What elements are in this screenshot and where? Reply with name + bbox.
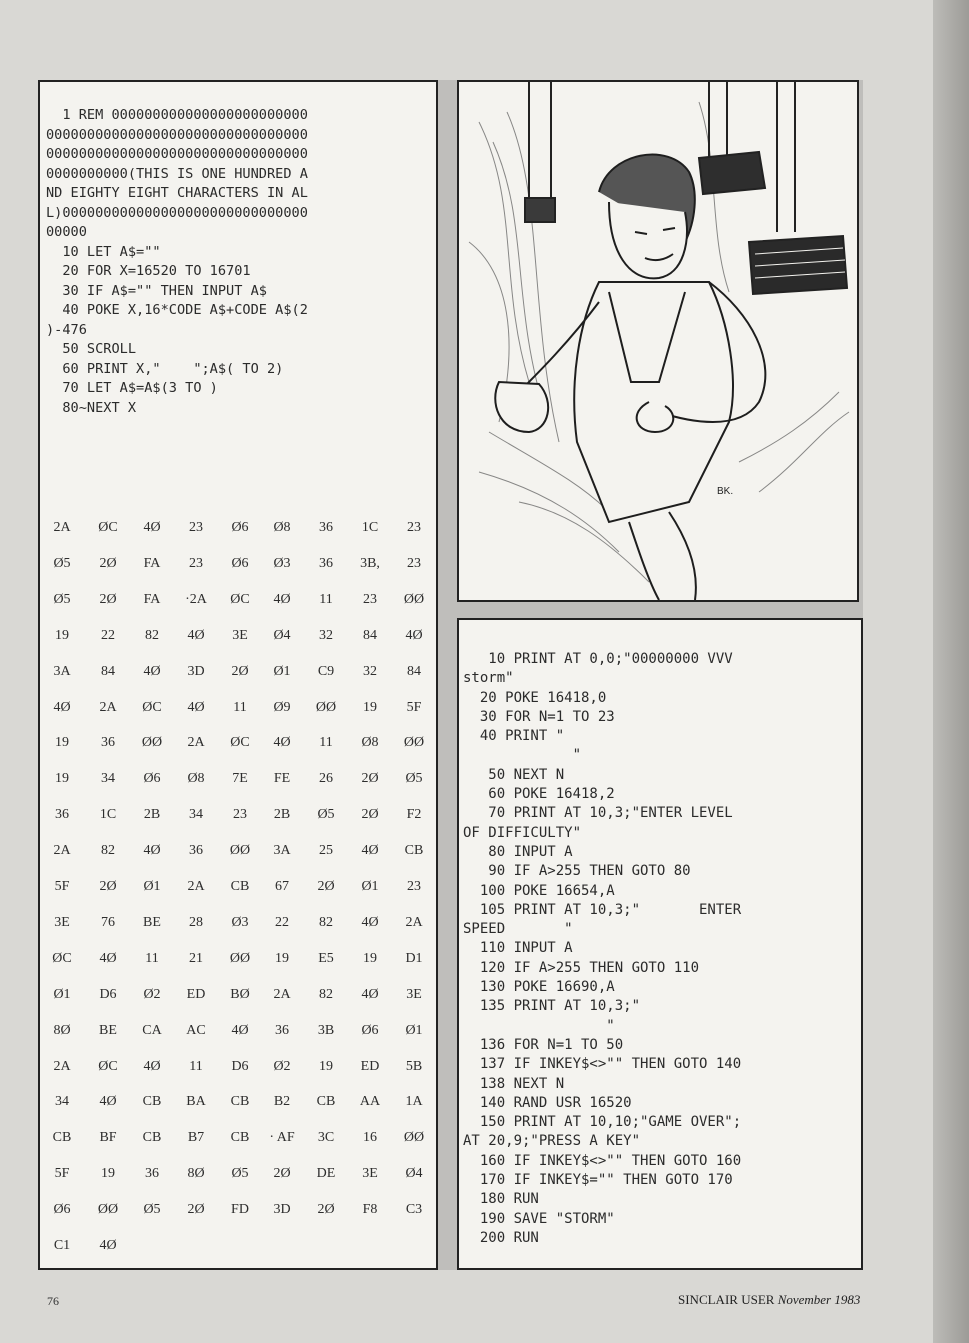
hex-byte: 4Ø — [187, 627, 205, 643]
hex-byte: 2Ø — [317, 879, 335, 894]
hex-byte: 76 — [101, 914, 115, 930]
code-line: 30 FOR N=1 TO 23 — [463, 708, 615, 725]
hex-byte: 19 — [101, 1166, 115, 1182]
hex-byte: 23 — [189, 555, 203, 571]
hex-row — [40, 987, 436, 1007]
hex-byte: 32 — [319, 627, 333, 643]
hex-byte: 2A — [99, 699, 117, 715]
code-line: 50 NEXT N — [463, 766, 565, 783]
hex-byte: 23 — [407, 555, 421, 571]
rem-loader-listing — [46, 106, 308, 418]
code-line: 10 LET A$="" — [46, 243, 161, 260]
hex-byte: D6 — [231, 1058, 249, 1074]
hex-byte: Ø8 — [273, 520, 291, 535]
code-line: 40 PRINT " — [463, 728, 565, 745]
hex-byte: Ø6 — [231, 520, 249, 535]
hex-byte: 82 — [101, 843, 115, 859]
code-line: 70 PRINT AT 10,3;"ENTER LEVEL — [463, 805, 733, 822]
hex-byte: FA — [143, 591, 161, 607]
hex-byte: Ø5 — [405, 771, 423, 787]
hex-byte: D6 — [99, 986, 117, 1002]
hex-byte: CB — [316, 1094, 336, 1110]
hex-row — [40, 807, 436, 827]
hex-byte: 2Ø — [361, 771, 379, 787]
hex-byte: 2A — [53, 843, 71, 859]
hex-byte: 19 — [363, 950, 377, 966]
hex-byte: 2Ø — [231, 663, 249, 679]
hex-byte: 28 — [189, 914, 203, 930]
code-line: OF DIFFICULTY" — [463, 824, 582, 841]
hex-byte: 3C — [317, 1130, 335, 1146]
hex-byte: ED — [186, 986, 206, 1002]
hex-byte: CB — [230, 879, 250, 894]
issue-date: November 1983 — [777, 1292, 861, 1307]
hex-byte: Ø6 — [361, 1022, 379, 1038]
hex-byte: 3B, — [360, 555, 380, 571]
code-line: " — [463, 1017, 615, 1034]
code-line: 105 PRINT AT 10,3;" ENTER — [463, 901, 742, 918]
hex-byte: Ø1 — [405, 1022, 423, 1038]
hex-byte: Ø1 — [143, 879, 161, 894]
hex-byte: 4Ø — [361, 914, 379, 930]
code-line: 137 IF INKEY$<>"" THEN GOTO 140 — [463, 1056, 742, 1073]
hex-byte: 4Ø — [273, 735, 291, 751]
code-line: 136 FOR N=1 TO 50 — [463, 1036, 624, 1053]
code-line: 170 IF INKEY$="" THEN GOTO 170 — [463, 1172, 733, 1189]
hex-byte: Ø5 — [143, 1202, 161, 1218]
code-line: 80~NEXT X — [46, 399, 137, 416]
hex-byte: 11 — [319, 735, 333, 751]
hex-byte: C9 — [317, 663, 335, 679]
hex-row — [40, 1094, 436, 1114]
hex-byte: 5F — [54, 1166, 70, 1182]
hex-byte: 34 — [101, 771, 115, 787]
hex-byte: FD — [231, 1202, 249, 1218]
code-line: 150 PRINT AT 10,10;"GAME OVER"; — [463, 1114, 742, 1131]
hex-byte: 2A — [273, 986, 291, 1002]
hex-byte: BA — [186, 1094, 206, 1110]
code-line: 50 SCROLL — [46, 341, 137, 357]
hex-byte: 1A — [405, 1094, 423, 1110]
hex-byte: Ø8 — [361, 735, 379, 751]
hex-byte: 84 — [407, 663, 421, 679]
hex-byte: 3A — [273, 843, 291, 859]
hex-byte: 34 — [189, 807, 203, 823]
hex-byte: 16 — [363, 1130, 377, 1146]
hex-byte: 11 — [189, 1058, 203, 1074]
hex-byte: 34 — [55, 1094, 69, 1110]
hex-byte: 11 — [319, 591, 333, 607]
hex-byte: 19 — [275, 950, 289, 966]
hex-byte: 2Ø — [99, 591, 117, 607]
hex-byte: 36 — [319, 555, 333, 571]
code-line: 160 IF INKEY$<>"" THEN GOTO 160 — [463, 1152, 742, 1169]
hex-byte: 3E — [362, 1166, 378, 1182]
hex-byte: Ø9 — [273, 699, 291, 715]
hex-byte: CB — [230, 1130, 250, 1146]
hex-byte: 5F — [54, 879, 70, 894]
hex-byte: 4Ø — [99, 1094, 117, 1110]
hex-row — [40, 520, 436, 540]
hex-row — [40, 700, 436, 720]
hex-byte: ED — [360, 1058, 380, 1074]
code-line: 110 INPUT A — [463, 940, 573, 957]
hex-byte: 25 — [319, 843, 333, 859]
hex-byte: CA — [142, 1022, 162, 1038]
hex-byte: · AF — [269, 1130, 295, 1146]
hex-byte: Ø1 — [53, 986, 71, 1002]
storm-character-illustration — [459, 82, 857, 600]
hex-row — [40, 664, 436, 684]
hex-byte: 22 — [275, 914, 289, 930]
hex-byte: BØ — [230, 986, 250, 1002]
hex-row — [40, 1023, 436, 1043]
code-line: 138 NEXT N — [463, 1075, 565, 1092]
hex-byte: B2 — [273, 1094, 291, 1110]
hex-byte: 1C — [361, 520, 379, 535]
hex-row — [40, 1130, 436, 1150]
hex-byte: ·2A — [185, 591, 207, 607]
code-line: 60 POKE 16418,2 — [463, 786, 615, 803]
hex-byte: Ø3 — [231, 914, 249, 930]
code-line: 180 RUN — [463, 1191, 539, 1208]
hex-byte: Ø3 — [273, 555, 291, 571]
hex-byte: 36 — [319, 520, 333, 535]
hex-byte: Ø2 — [273, 1058, 291, 1074]
hex-byte: BE — [143, 914, 161, 930]
page-edge-shadow — [933, 0, 969, 1343]
hex-byte: 4Ø — [187, 699, 205, 715]
code-line: )-476 — [46, 321, 87, 338]
code-line: L)000000000000000000000000000000 — [46, 204, 308, 221]
code-line: 60 PRINT X," ";A$( TO 2) — [46, 360, 284, 377]
hex-byte: 4Ø — [143, 843, 161, 859]
hex-byte: 82 — [319, 986, 333, 1002]
code-line: 120 IF A>255 THEN GOTO 110 — [463, 959, 700, 976]
code-line: 0000000000(THIS IS ONE HUNDRED A — [46, 165, 308, 182]
hex-byte: 36 — [145, 1166, 159, 1182]
hex-byte: AC — [186, 1022, 206, 1038]
hex-byte: 11 — [145, 950, 159, 966]
hex-code-table — [40, 520, 436, 1260]
code-line: storm" — [463, 670, 514, 687]
hex-row — [40, 951, 436, 971]
hex-byte: 2A — [187, 879, 205, 894]
hex-byte: 3D — [187, 663, 205, 679]
hex-byte: C1 — [53, 1238, 71, 1253]
hex-row — [40, 915, 436, 935]
hex-byte: 32 — [363, 663, 377, 679]
hex-byte: 84 — [101, 663, 115, 679]
hex-byte: 82 — [145, 627, 159, 643]
hex-byte: FA — [143, 555, 161, 571]
hex-byte: 4Ø — [361, 986, 379, 1002]
hex-byte: 4Ø — [231, 1022, 249, 1038]
hex-byte: 2Ø — [273, 1166, 291, 1182]
hex-row — [40, 843, 436, 863]
code-line: 100 POKE 16654,A — [463, 882, 615, 899]
illustration-panel — [457, 80, 859, 602]
hex-byte: 4Ø — [361, 843, 379, 859]
hex-byte: 19 — [319, 1058, 333, 1074]
code-line: 190 SAVE "STORM" — [463, 1210, 615, 1227]
hex-byte: 2B — [143, 807, 161, 823]
hex-byte: 3B — [317, 1022, 335, 1038]
hex-row — [40, 1238, 436, 1258]
hex-byte: CB — [142, 1130, 162, 1146]
hex-byte: 84 — [363, 627, 377, 643]
hex-byte: 2Ø — [99, 555, 117, 571]
hex-byte: Ø4 — [405, 1166, 423, 1182]
hex-byte: 2A — [53, 520, 71, 535]
hex-byte: F8 — [362, 1202, 378, 1218]
hex-byte: CB — [230, 1094, 250, 1110]
code-line: 10 PRINT AT 0,0;"00000000 VVV — [463, 651, 733, 667]
code-line: SPEED " — [463, 921, 573, 938]
hex-byte: 23 — [407, 879, 421, 894]
code-line: 200 RUN — [463, 1229, 539, 1246]
hex-byte: ØC — [98, 1058, 118, 1074]
hex-byte: ØC — [230, 735, 250, 751]
hex-byte: ØC — [230, 591, 250, 607]
code-line: 1 REM 000000000000000000000000 — [46, 107, 308, 123]
hex-byte: 23 — [363, 591, 377, 607]
hex-row — [40, 1166, 436, 1186]
hex-byte: 2A — [53, 1058, 71, 1074]
hex-byte: 3D — [273, 1202, 291, 1218]
hex-byte: Ø8 — [187, 771, 205, 787]
hex-byte: ØØ — [229, 843, 251, 859]
basic-listing-panel — [457, 618, 863, 1270]
code-line: 80 INPUT A — [463, 843, 573, 860]
hex-byte: 2Ø — [99, 879, 117, 894]
code-line: 135 PRINT AT 10,3;" — [463, 998, 641, 1015]
code-line: 130 POKE 16690,A — [463, 979, 615, 996]
hex-byte: BE — [99, 1022, 117, 1038]
hex-byte: 23 — [189, 520, 203, 535]
hex-byte: 4Ø — [405, 627, 423, 643]
hex-byte: ØC — [52, 950, 72, 966]
hex-byte: ØØ — [141, 735, 163, 751]
hex-row — [40, 556, 436, 576]
hex-row — [40, 735, 436, 755]
hex-byte: AA — [359, 1094, 381, 1110]
hex-byte: 1C — [99, 807, 117, 823]
hex-byte: CB — [142, 1094, 162, 1110]
page-number: 76 — [47, 1294, 59, 1308]
hex-byte: 8Ø — [187, 1166, 205, 1182]
hex-byte: Ø6 — [143, 771, 161, 787]
hex-byte: DE — [316, 1166, 336, 1182]
hex-byte: 11 — [233, 699, 247, 715]
hex-byte: E5 — [318, 950, 334, 966]
storm-basic-listing — [463, 650, 741, 1248]
publication-name: SINCLAIR USER — [678, 1292, 775, 1307]
hex-byte: 5B — [405, 1058, 423, 1074]
hex-byte: 8Ø — [53, 1022, 71, 1038]
hex-byte: C3 — [405, 1202, 423, 1218]
hex-byte: 5F — [406, 699, 422, 715]
artist-signature: BK. — [717, 486, 734, 497]
hex-byte: 2Ø — [317, 1202, 335, 1218]
code-line: AT 20,9;"PRESS A KEY" — [463, 1133, 641, 1150]
code-line: 00000000000000000000000000000000 — [46, 126, 308, 143]
hex-byte: 23 — [233, 807, 247, 823]
hex-byte: Ø5 — [317, 807, 335, 823]
hex-byte: 3E — [54, 914, 70, 930]
hex-row — [40, 1059, 436, 1079]
code-line: 40 POKE X,16*CODE A$+CODE A$(2 — [46, 302, 308, 318]
hex-byte: 82 — [319, 914, 333, 930]
hex-byte: ØØ — [97, 1202, 119, 1218]
hex-byte: 2Ø — [187, 1202, 205, 1218]
hex-byte: Ø5 — [231, 1166, 249, 1182]
hex-byte: 26 — [319, 771, 333, 787]
hex-byte: 4Ø — [99, 950, 117, 966]
hex-byte: ØC — [142, 699, 162, 715]
hex-byte: ØØ — [403, 1130, 425, 1146]
hex-byte: Ø5 — [53, 591, 71, 607]
code-line: " — [463, 747, 582, 764]
hex-row — [40, 771, 436, 791]
hex-byte: Ø4 — [273, 627, 291, 643]
hex-byte: CB — [52, 1130, 72, 1146]
publication-footer — [678, 1292, 860, 1308]
hex-byte: 4Ø — [143, 520, 161, 535]
hex-byte: 2Ø — [361, 807, 379, 823]
hex-byte: Ø6 — [53, 1202, 71, 1218]
code-line: 30 IF A$="" THEN INPUT A$ — [46, 282, 267, 299]
hex-byte: 4Ø — [273, 591, 291, 607]
hex-byte: ØC — [98, 520, 118, 535]
hex-byte: 4Ø — [143, 663, 161, 679]
hex-byte: CB — [404, 843, 424, 859]
hex-byte: 19 — [363, 699, 377, 715]
hex-byte: 21 — [189, 950, 203, 966]
code-line: 70 LET A$=A$(3 TO ) — [46, 380, 218, 396]
hex-byte: 3E — [406, 986, 422, 1002]
hex-byte: 2B — [273, 807, 291, 823]
hex-byte: 19 — [55, 735, 69, 751]
hex-byte: 36 — [189, 843, 203, 859]
hex-byte: D1 — [405, 950, 423, 966]
hex-byte: 4Ø — [143, 1058, 161, 1074]
hex-byte: B7 — [187, 1130, 205, 1146]
hex-byte: Ø5 — [53, 555, 71, 571]
hex-byte: 4Ø — [99, 1238, 117, 1253]
hex-byte: 2A — [405, 914, 423, 930]
hex-byte: Ø1 — [361, 879, 379, 894]
hex-byte: 3E — [232, 627, 248, 643]
hex-byte: 23 — [407, 520, 421, 535]
hex-byte: 36 — [55, 807, 69, 823]
hex-byte: BF — [99, 1130, 117, 1146]
hex-byte: Ø6 — [231, 555, 249, 571]
code-line: 140 RAND USR 16520 — [463, 1094, 632, 1111]
hex-row — [40, 592, 436, 612]
hex-byte: Ø2 — [143, 986, 161, 1002]
hex-row — [40, 628, 436, 648]
hex-byte: F2 — [406, 807, 422, 823]
hex-byte: Ø1 — [273, 663, 291, 679]
hex-byte: 22 — [101, 627, 115, 643]
code-line: 20 FOR X=16520 TO 16701 — [46, 263, 251, 279]
hex-byte: ØØ — [403, 591, 425, 607]
code-line: 90 IF A>255 THEN GOTO 80 — [463, 863, 691, 880]
hex-byte: 36 — [275, 1022, 289, 1038]
hex-byte: 2A — [187, 735, 205, 751]
hex-byte: 7E — [232, 771, 248, 787]
hex-byte: 36 — [101, 735, 115, 751]
code-line: 20 POKE 16418,0 — [463, 689, 607, 706]
hex-byte: ØØ — [403, 735, 425, 751]
hex-byte: ØØ — [315, 699, 337, 715]
hex-row — [40, 879, 436, 899]
hex-byte: 67 — [275, 879, 289, 894]
code-line: ND EIGHTY EIGHT CHARACTERS IN AL — [46, 185, 308, 201]
hex-byte: ØØ — [229, 950, 251, 966]
hex-byte: FE — [273, 771, 291, 787]
hex-byte: 19 — [55, 771, 69, 787]
hex-loader-panel — [38, 80, 438, 1270]
hex-byte: 19 — [55, 627, 69, 643]
hex-byte: 3A — [53, 663, 71, 679]
code-line: 00000 — [46, 224, 87, 240]
hex-row — [40, 1202, 436, 1222]
hex-byte: 4Ø — [53, 699, 71, 715]
code-line: 00000000000000000000000000000000 — [46, 146, 308, 162]
